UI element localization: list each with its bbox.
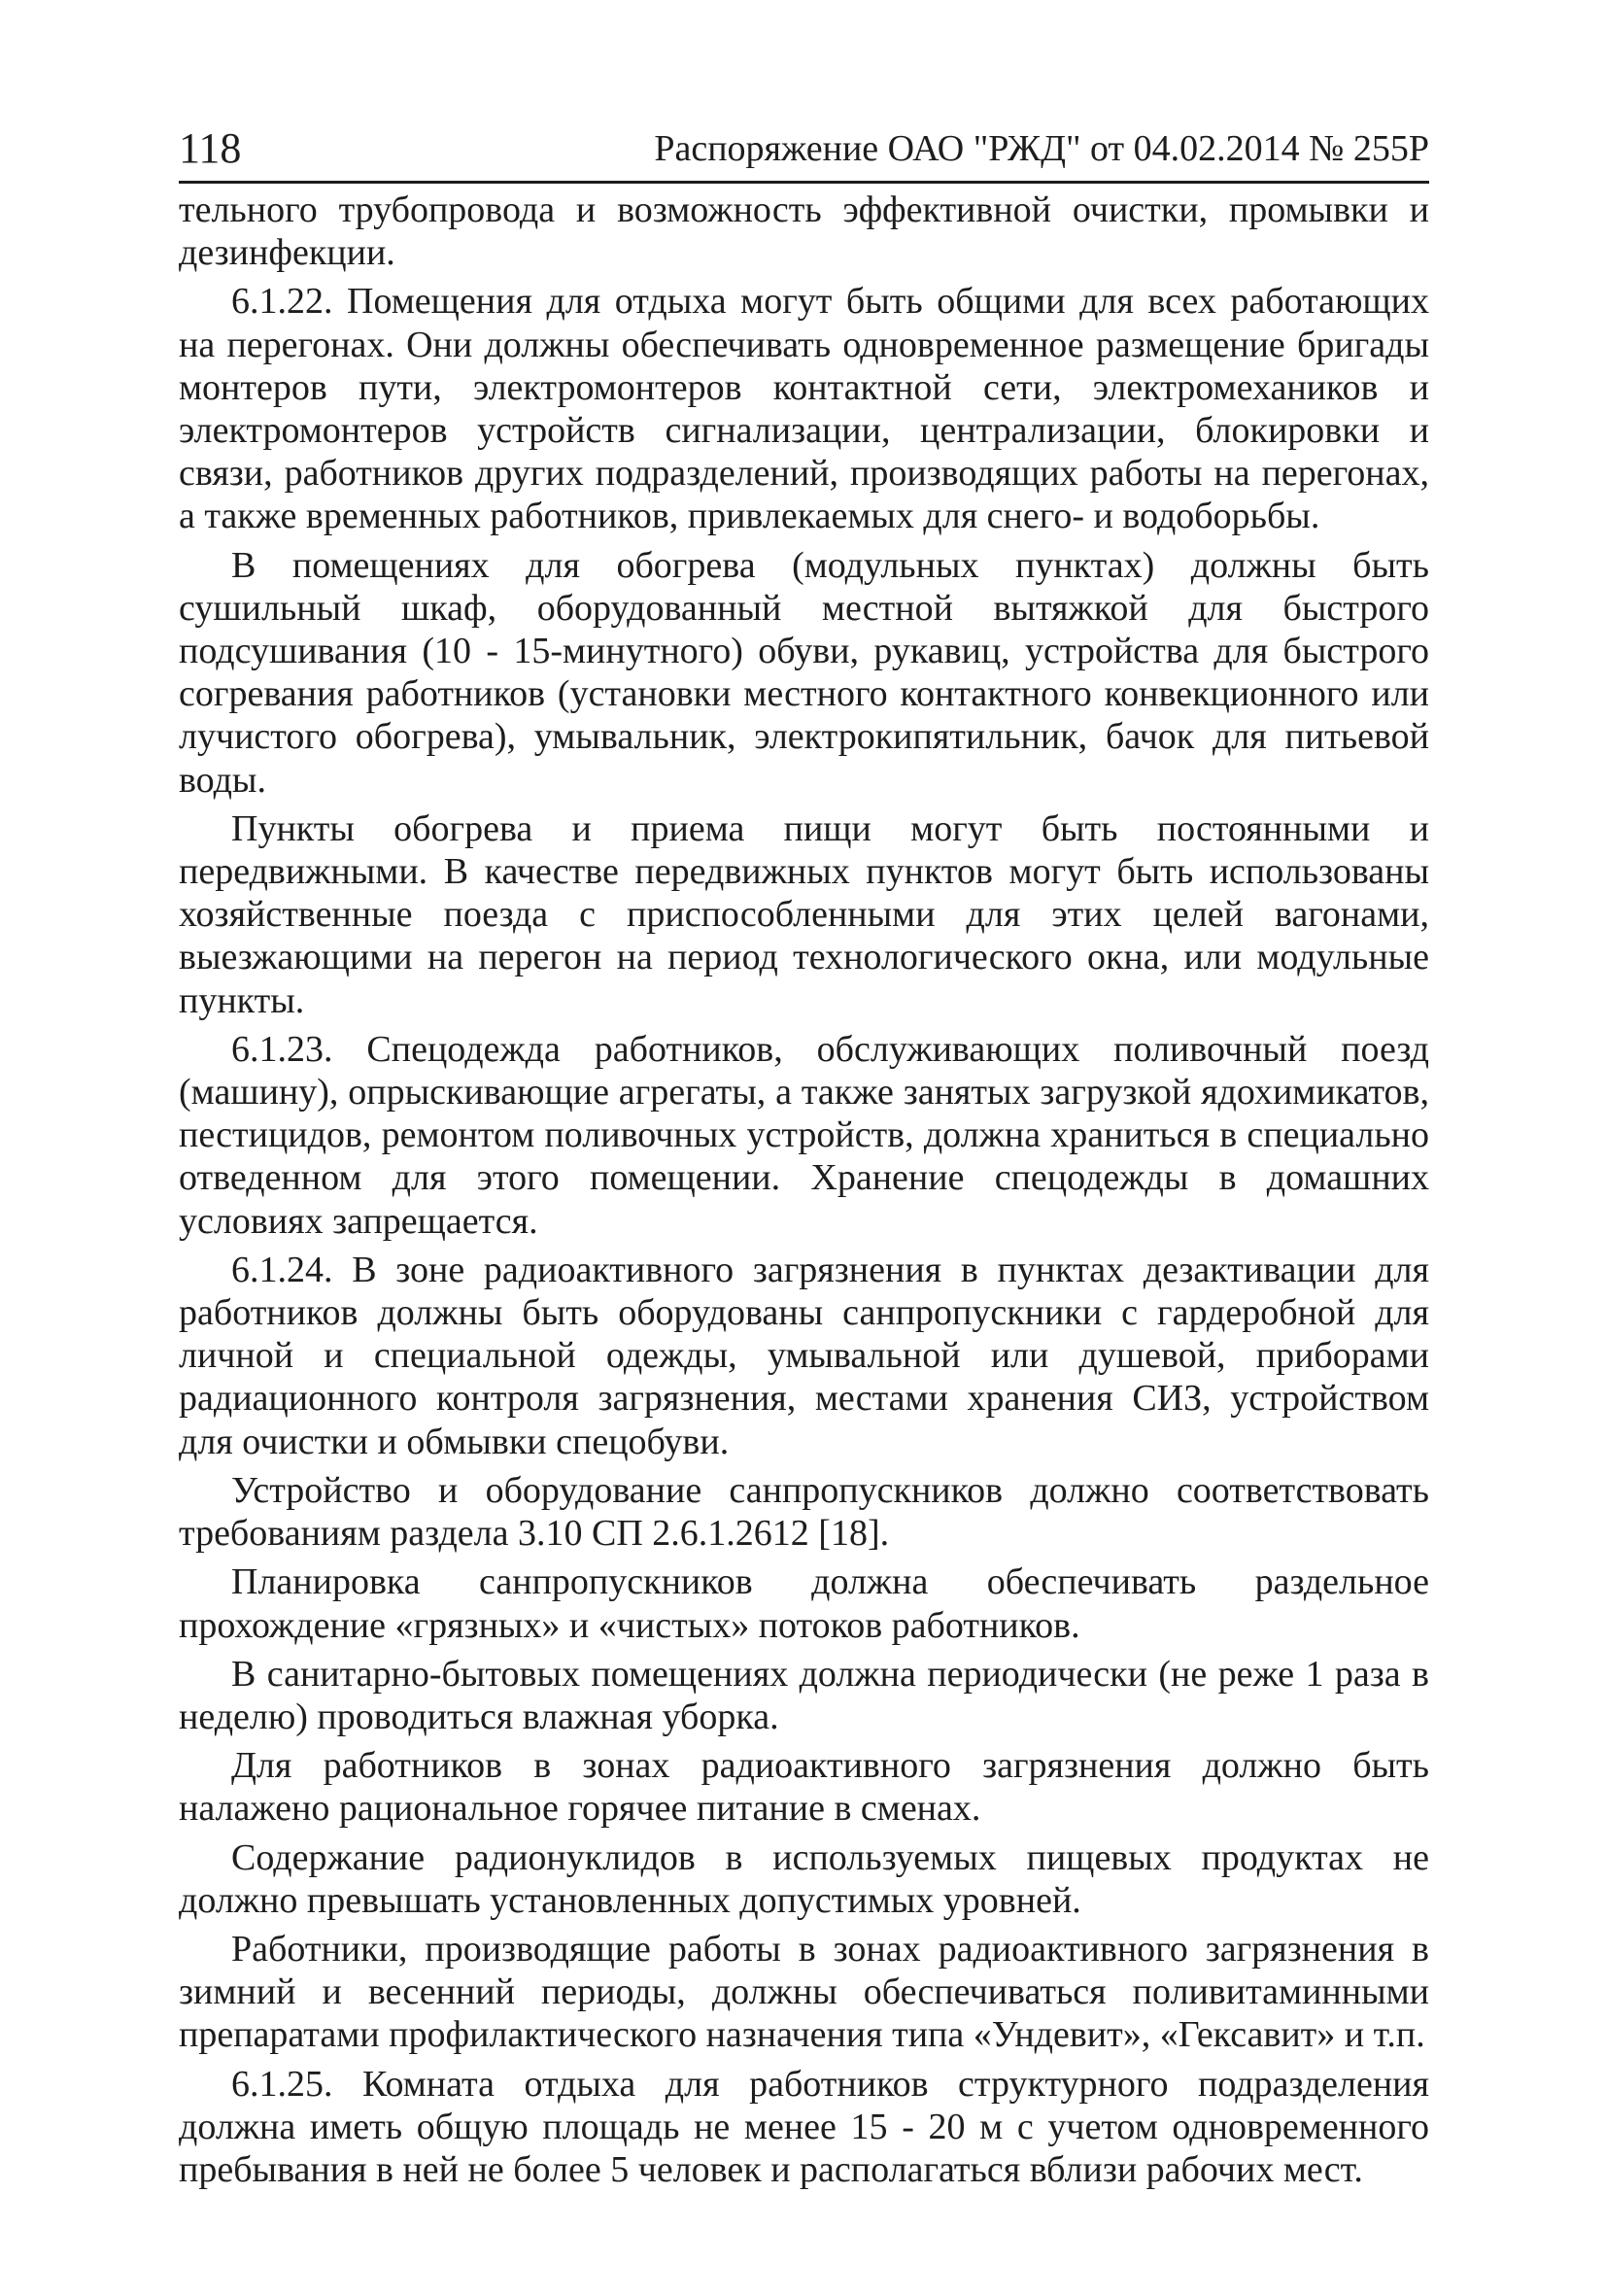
paragraph-hot-meals: Для работников в зонах радиоактивного загрязнения должно быть налажено рациональное горячее питание в сменах. (179, 1745, 1429, 1830)
paragraph-heating-rooms: В помещениях для обогрева (модульных пунктах) должны быть сушильный шкаф, оборудованный местной вытяжкой для быстрого подсушивания (10 - 15-минутного) обуви, рукавиц, устройства для быстрого согревания работников (установки местного контактного конвекционного или лучистого обогрева), умывальник, электрокипятильник, бачок для питьевой воды. (179, 544, 1429, 801)
paragraph-6-1-23: 6.1.23. Спецодежда работников, обслуживающих поливочный поезд (машину), опрыскивающие агрегаты, а также занятых загрузкой ядохимикатов, пестицидов, ремонтом поливочных устройств, должна храниться в специально отведенном для этого помещении. Хранение спецодежды в домашних условиях запрещается. (179, 1028, 1429, 1242)
running-title: Распоряжение ОАО "РЖД" от 04.02.2014 № 255Р (654, 128, 1429, 169)
paragraph-vitamins: Работники, производящие работы в зонах радиоактивного загрязнения в зимний и весенний периоды, должны обеспечиваться поливитаминными препаратами профилактического назначения типа «Ундевит», «Гексавит» и т.п. (179, 1928, 1429, 2056)
page-header (179, 120, 1429, 184)
paragraph-6-1-22: 6.1.22. Помещения для отдыха могут быть общими для всех работающих на перегонах. Они должны обеспечивать одновременное размещение бригады монтеров пути, электромонтеров контактной сети, электромехаников и электромонтеров устройств сигнализации, централизации, блокировки и связи, работников других подразделений, производящих работы на перегонах, а также временных работников, привлекаемых для снего- и водоборьбы. (179, 281, 1429, 537)
paragraph-sanitary-equipment: Устройство и оборудование санпропускников должно соответствовать требованиям раздела 3.10 СП 2.6.1.2612 [18]. (179, 1469, 1429, 1555)
paragraph-sanitary-layout: Планировка санпропускников должна обеспечивать раздельное прохождение «грязных» и «чистых» потоков работников. (179, 1561, 1429, 1646)
paragraph-continuation: тельного трубопровода и возможность эффективной очистки, промывки и дезинфекции. (179, 189, 1429, 274)
body-text (179, 188, 1429, 2197)
page-number: 118 (179, 124, 242, 172)
paragraph-heating-points: Пункты обогрева и приема пищи могут быть постоянными и передвижными. В качестве передвижных пунктов могут быть использованы хозяйственные поезда с приспособленными для этих целей вагонами, выезжающими на перегон на период технологического окна, или модульные пункты. (179, 807, 1429, 1021)
paragraph-radionuclides: Содержание радионуклидов в используемых пищевых продуктах не должно превышать установленных допустимых уровней. (179, 1836, 1429, 1921)
paragraph-wet-cleaning: В санитарно-бытовых помещениях должна периодически (не реже 1 раза в неделю) проводиться влажная уборка. (179, 1653, 1429, 1737)
paragraph-6-1-25: 6.1.25. Комната отдыха для работников структурного подразделения должна иметь общую площадь не менее 15 - 20 м с учетом одновременного пребывания в ней не более 5 человек и располагаться вблизи рабочих мест. (179, 2063, 1429, 2190)
paragraph-6-1-24: 6.1.24. В зоне радиоактивного загрязнения в пунктах дезактивации для работников должны быть оборудованы санпропускники с гардеробной для личной и специальной одежды, умывальной или душевой, приборами радиационного контроля загрязнения, местами хранения СИЗ, устройством для очистки и обмывки спецобуви. (179, 1249, 1429, 1462)
